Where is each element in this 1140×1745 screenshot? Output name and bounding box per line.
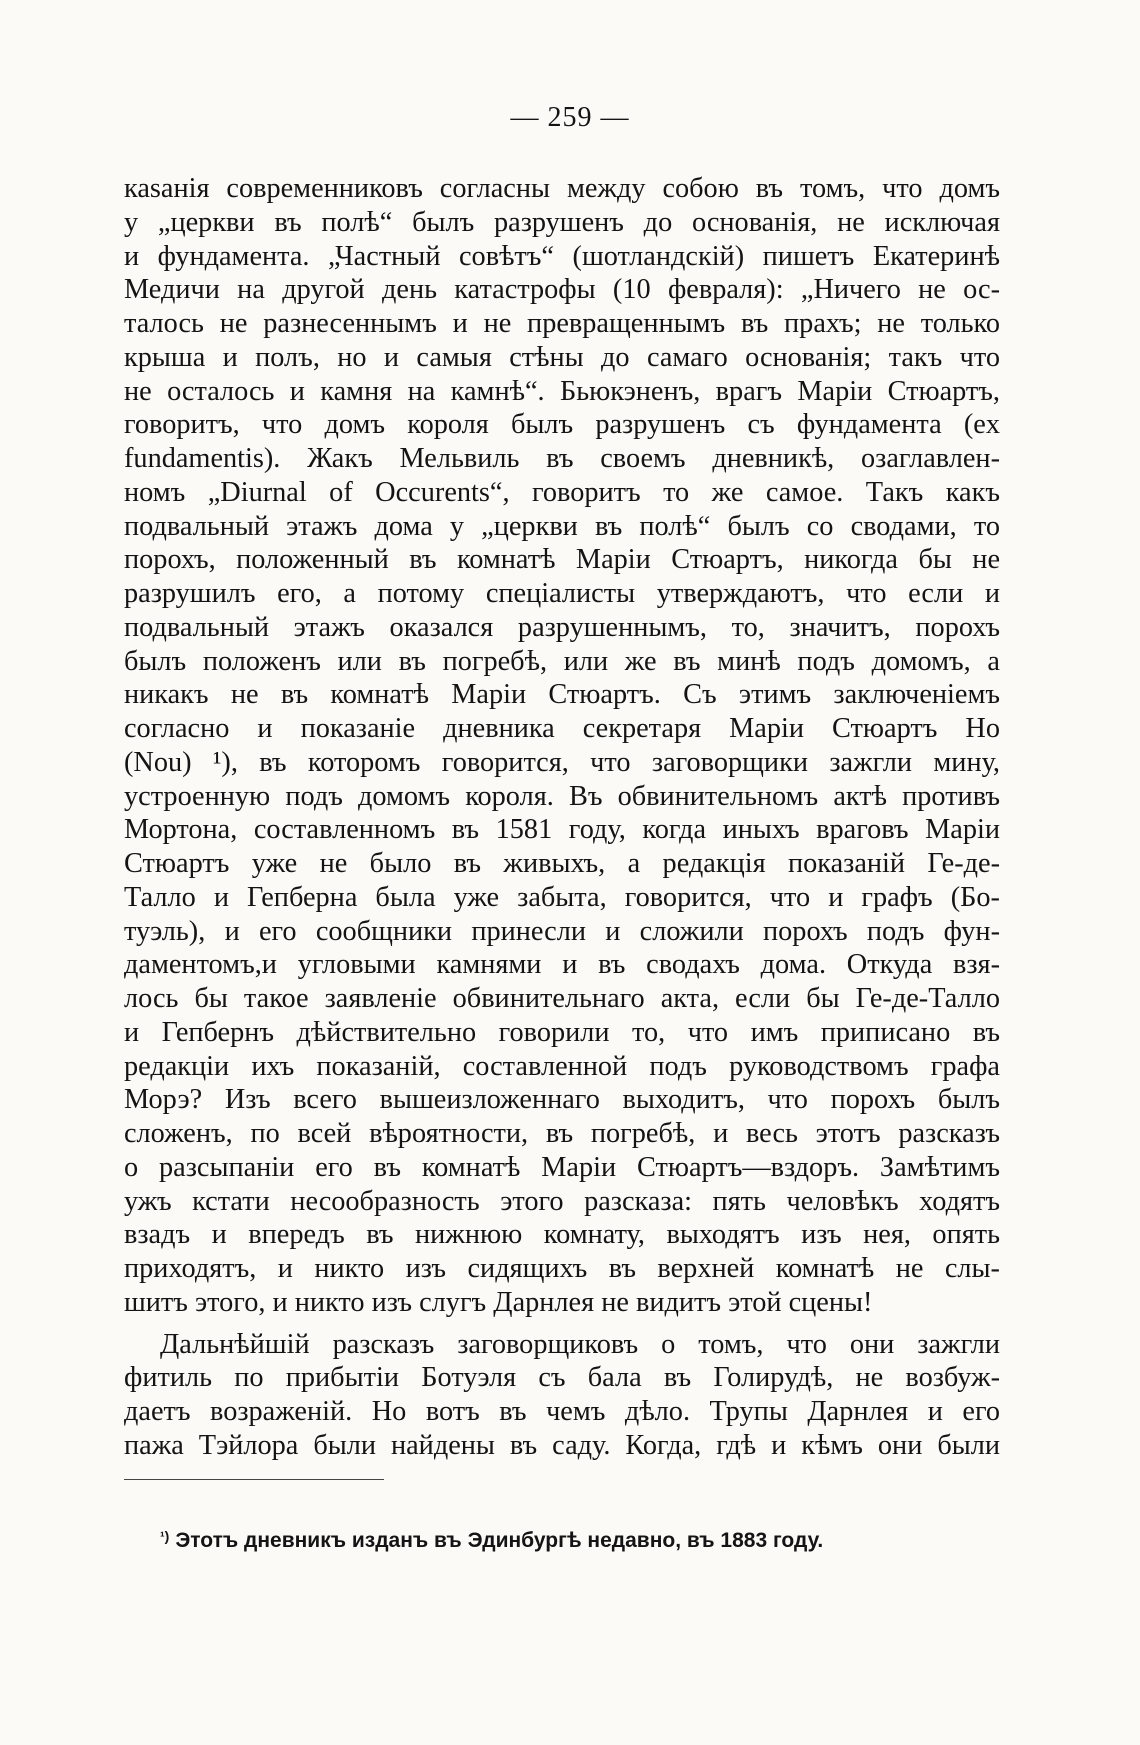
text-line: приходятъ, и никто изъ сидящихъ въ верхней комнатѣ не слы- (124, 1253, 1000, 1284)
text-line: Стюартъ уже не было въ живыхъ, а редакція показаній Ге-де- (124, 848, 1000, 879)
text-line: даментомъ,и угловыми камнями и въ сводахъ дома. Откуда взя- (124, 949, 1000, 981)
text-line: и фундамента. „Частный совѣтъ“ (шотландскій) пишетъ Екатеринѣ (124, 240, 1000, 272)
text-line: и Гепбернъ дѣйствительно говорили то, что имъ приписано въ (124, 1016, 1000, 1048)
text-line: у „церкви въ полѣ“ былъ разрушенъ до основанія, не исключая (124, 206, 1000, 238)
text-line: Морэ? Изъ всего вышеизложеннаго выходитъ, что порохъ былъ (124, 1084, 1000, 1116)
text-line: фитиль по прибытіи Ботуэля съ бала въ Голирудѣ, не возбуж- (124, 1362, 1000, 1394)
text-line: говоритъ, что домъ короля былъ разрушенъ съ фундамента (ex (124, 409, 1000, 441)
text-line: согласно и показаніе дневника секретаря Маріи Стюартъ Но (124, 713, 1000, 744)
text-line: порохъ, положенный въ комнатѣ Маріи Стюартъ, никогда бы не (124, 544, 1000, 576)
text-line: шитъ этого, и никто изъ слугъ Дарнлея не видитъ этой сцены! (124, 1286, 873, 1318)
paragraph-gap (124, 1320, 1000, 1328)
text-line: даетъ возраженій. Но вотъ въ чемъ дѣло. Трупы Дарнлея и его (124, 1396, 1000, 1427)
text-line: устроенную подъ домомъ короля. Въ обвинительномъ актѣ противъ (124, 780, 1000, 812)
text-line: разрушилъ его, а потому спеціалисты утверждаютъ, что если и (124, 578, 1000, 609)
text-line: каsанія современниковъ согласны между собою въ томъ, что домъ (124, 173, 1000, 204)
footnote-divider (124, 1479, 384, 1480)
text-line: ужъ кстати несообразность этого разсказа: пять человѣкъ ходятъ (124, 1185, 1000, 1217)
footnote (160, 1528, 980, 1553)
text-line: номъ „Diurnal of Occurents“, говоритъ то же самое. Такъ какъ (124, 476, 1000, 508)
text-line: Талло и Гепберна была уже забыта, говорится, что и графъ (Бо- (124, 881, 1000, 913)
text-line: подвальный этажъ оказался разрушеннымъ, то, значитъ, порохъ (124, 611, 1000, 643)
text-line: о разсыпаніи его въ комнатѣ Маріи Стюартъ—вздоръ. Замѣтимъ (124, 1151, 1000, 1183)
footnote-marker: ¹) (160, 1528, 170, 1544)
text-line: Мортона, составленномъ въ 1581 году, когда иныхъ враговъ Маріи (124, 814, 1000, 846)
text-line: взадъ и впередъ въ нижнюю комнату, выходятъ изъ нея, опять (124, 1219, 1000, 1251)
text-line: подвальный этажъ дома у „церкви въ полѣ“ былъ со сводами, то (124, 510, 1000, 542)
text-line: сложенъ, по всей вѣроятности, въ погребѣ, и весь этотъ разсказъ (124, 1118, 1000, 1149)
text-line: туэль), и его сообщники принесли и сложили порохъ подъ фун- (124, 915, 1000, 947)
text-line: никакъ не въ комнатѣ Маріи Стюартъ. Съ этимъ заключеніемъ (124, 679, 1000, 711)
text-line: талось не разнесеннымъ и не превращеннымъ въ прахъ; не только (124, 308, 1000, 339)
text-line: не осталось и камня на камнѣ“. Бьюкэненъ, врагъ Маріи Стюартъ, (124, 375, 1000, 407)
footnote-text: Этотъ дневникъ изданъ въ Эдинбургѣ недавно, въ 1883 году. (175, 1529, 824, 1552)
text-line: Медичи на другой день катастрофы (10 февраля): „Ничего не ос- (124, 274, 1000, 306)
text-line: былъ положенъ или въ погребѣ, или же въ минѣ подъ домомъ, а (124, 645, 1000, 677)
paragraph-1 (124, 172, 1000, 1320)
text-line: редакціи ихъ показаній, составленной подъ руководствомъ графа (124, 1050, 1000, 1082)
text-line: лось бы такое заявленіе обвинительнаго акта, если бы Ге-де-Талло (124, 983, 1000, 1014)
text-line: Дальнѣйшій разсказъ заговорщиковъ о томъ, что они зажгли (160, 1328, 1000, 1360)
page-number: — 259 — (510, 102, 630, 133)
paragraph-2 (124, 1328, 1000, 1463)
text-line: fundamentis). Жакъ Мельвиль въ своемъ дневникѣ, озаглавлен- (124, 443, 1000, 474)
text-line: пажа Тэйлора были найдены въ саду. Когда, гдѣ и кѣмъ они были (124, 1429, 1000, 1461)
body-text (124, 172, 1000, 1463)
text-line: (Nou) ¹), въ которомъ говорится, что заговорщики зажгли мину, (124, 746, 1000, 778)
text-line: крыша и полъ, но и самыя стѣны до самаго основанія; такъ что (124, 341, 1000, 373)
